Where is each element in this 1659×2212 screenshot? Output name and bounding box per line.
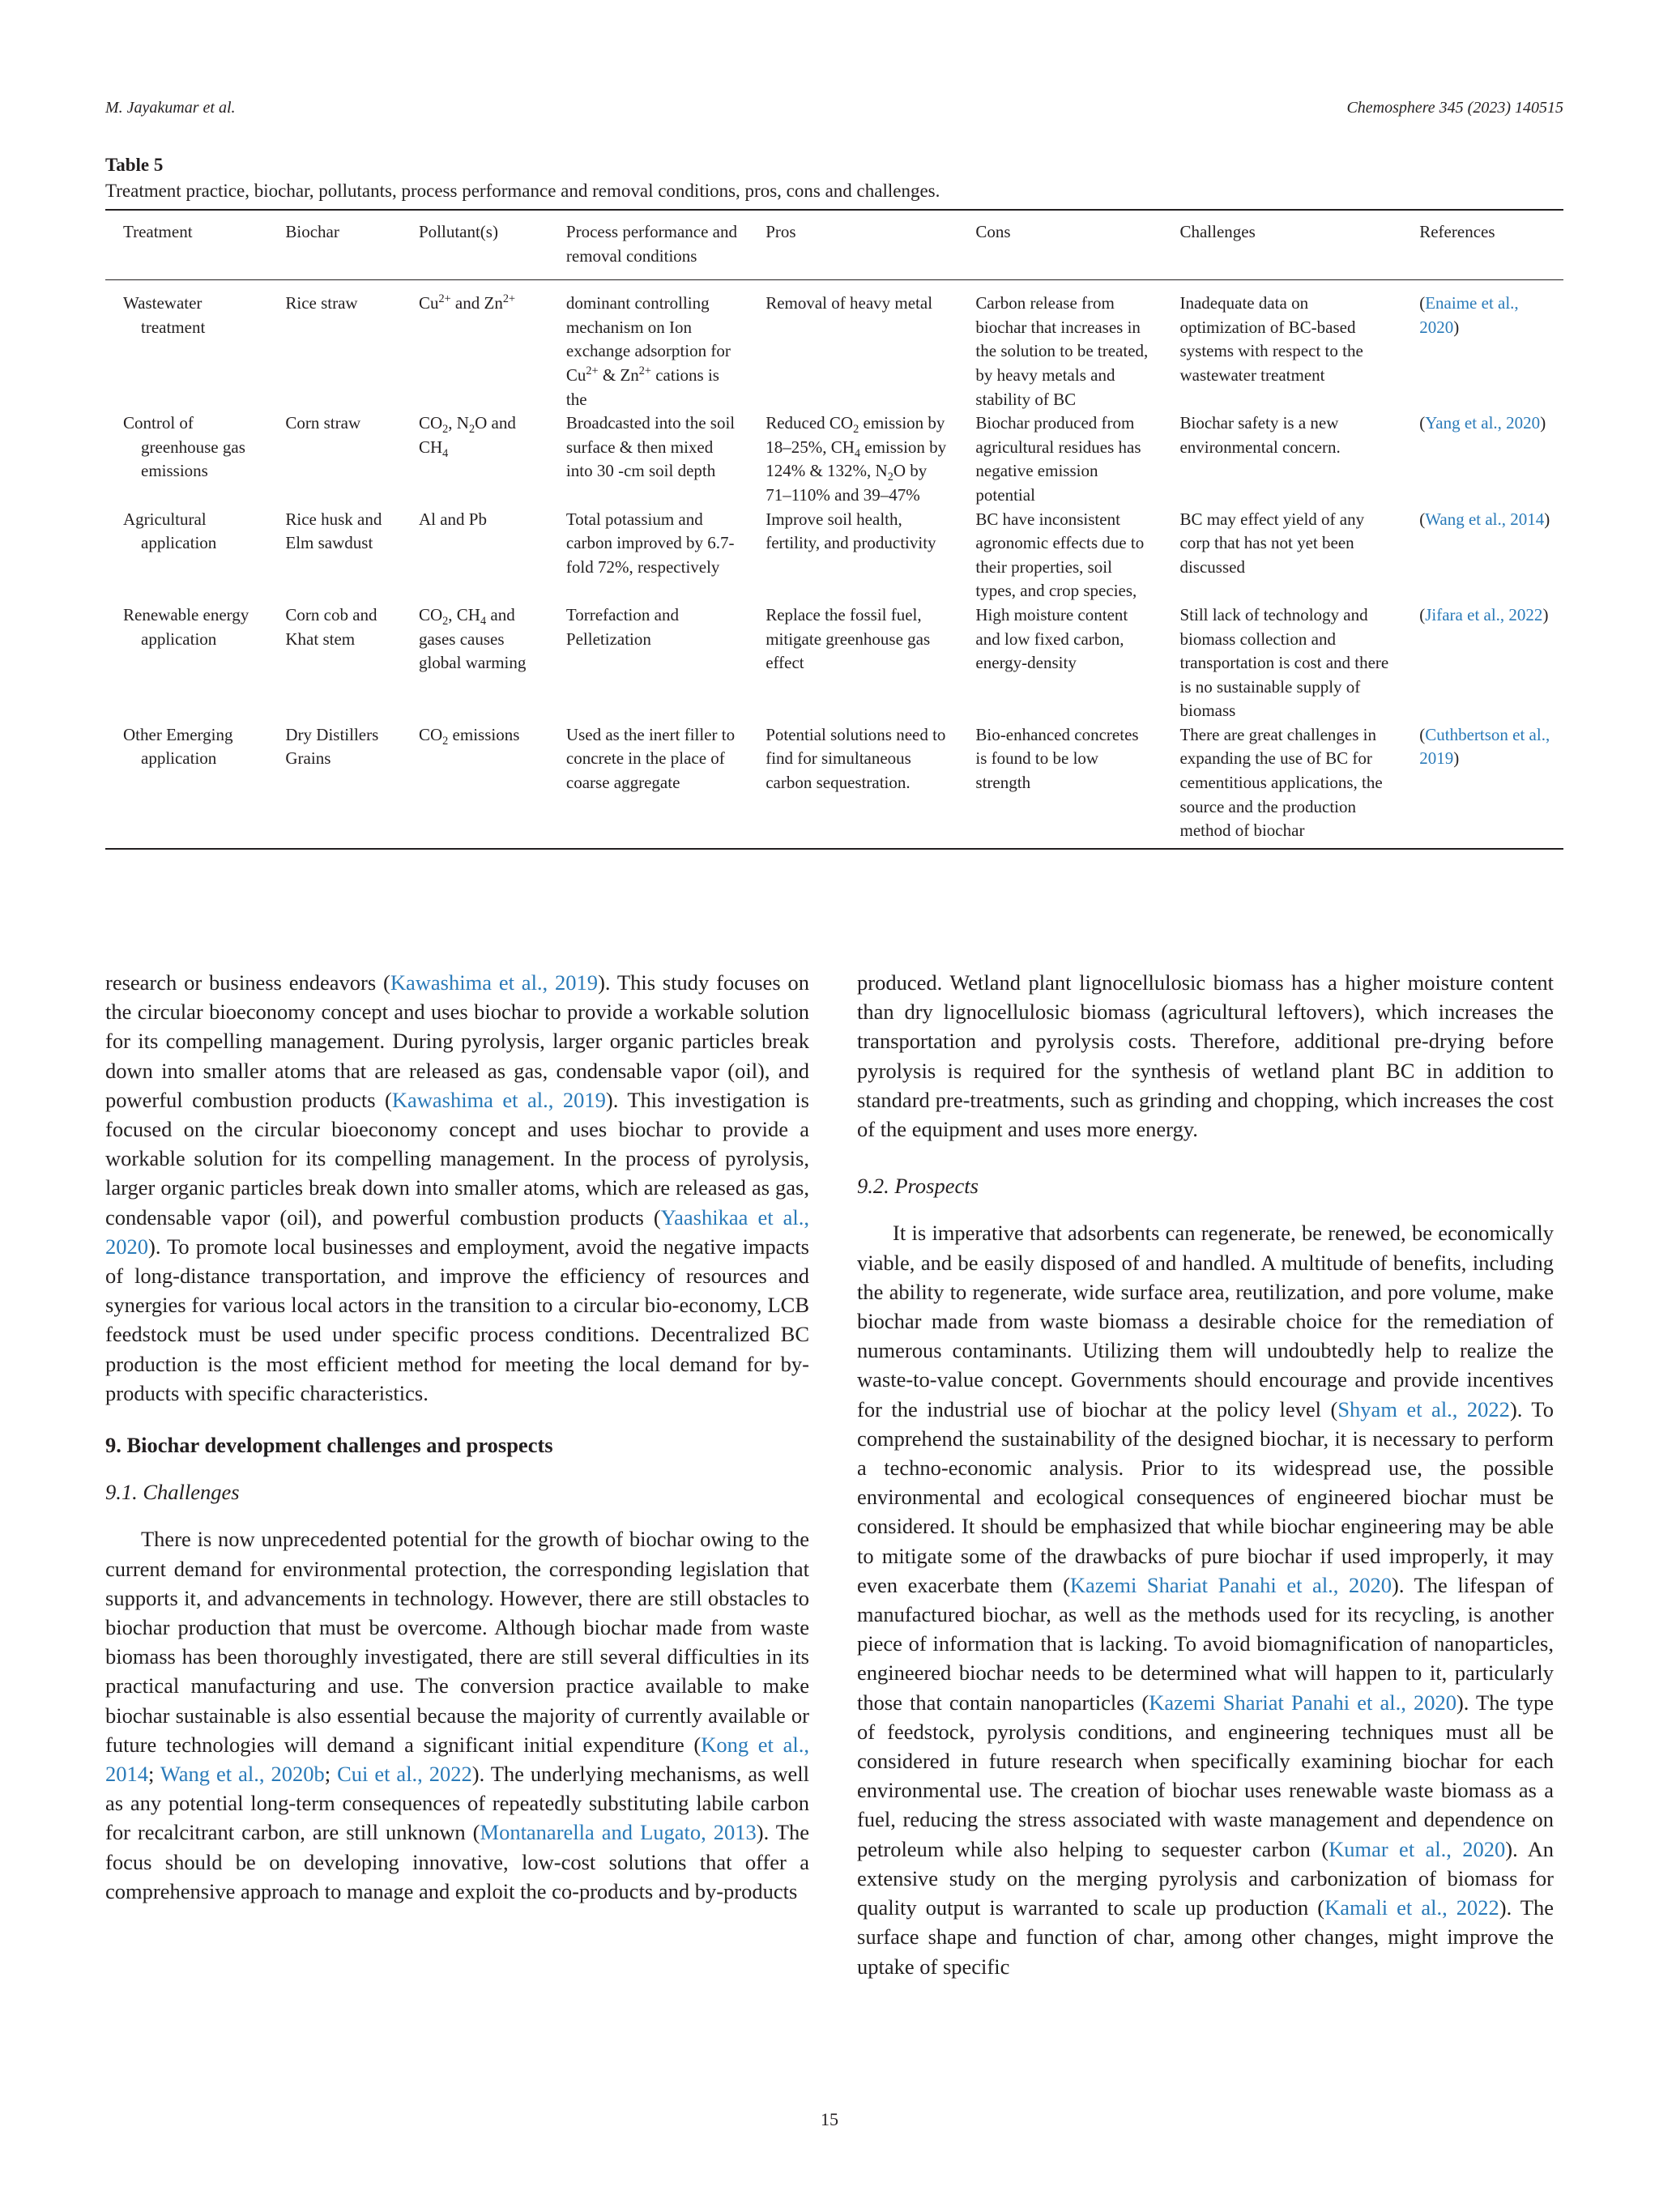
cell-treatment: Renewable energy application xyxy=(123,604,249,649)
cell-challenges: Inadequate data on optimization of BC-based systems with respect to the wastewater treatment xyxy=(1179,293,1363,385)
col-header-pollutants: Pollutant(s) xyxy=(401,210,548,280)
cell-process: Torrefaction and Pelletization xyxy=(565,604,679,649)
running-head-journal: Chemosphere 345 (2023) 140515 xyxy=(1346,99,1563,117)
cell-pros: Potential solutions need to find for simultaneous carbon sequestration. xyxy=(766,724,946,793)
cell-process: dominant controlling mechanism on Ion exchange adsorption for $Cu^{2+}$ & $Zn^{2+}$ cations is the xyxy=(565,293,731,409)
reference-link[interactable]: Yang et al., 2020 xyxy=(1425,413,1541,433)
cell-cons: High moisture content and low fixed carbon, energy-density xyxy=(975,604,1128,673)
table-description: Treatment practice, biochar, pollutants, process performance and removal conditions, pros, cons and challenges. xyxy=(105,181,940,201)
cell-treatment: Wastewater treatment xyxy=(123,293,206,337)
cell-biochar: Corn straw xyxy=(285,413,361,433)
col-header-challenges: Challenges xyxy=(1162,210,1401,280)
cell-biochar: Dry Distillers Grains xyxy=(285,724,379,769)
table-header-row xyxy=(105,210,1563,280)
cell-treatment: Control of greenhouse gas emissions xyxy=(123,413,245,481)
cell-pros: Removal of heavy metal xyxy=(766,293,933,313)
reference-link[interactable]: Enaime et al., 2020 xyxy=(1419,293,1519,337)
citation-link[interactable]: Yaashikaa et al., 2020 xyxy=(105,1204,810,1259)
table-caption xyxy=(105,152,1563,204)
paragraph: There is now unprecedented potential for the growth of biochar owing to the current demand for environmental protection, the corresponding legislation that supports it, and advancements in technology. However, there are still obstacles to biochar production that must be overcome. Although biochar made from waste biomass has been thoroughly investigated, there are still several difficulties in its practical manufacturing and use. The conversion practice available to make biochar sustainable is also essential because the majority of currently available or future technologies will demand a significant initial expenditure (Kong et al., 2014; Wang et al., 2020b; Cui et al., 2022). The underlying mechanisms, as well as any potential long-term consequences of repeatedly substituting labile carbon for recalcitrant carbon, are still unknown (Montanarella and Lugato, 2013). The focus should be on developing innovative, low-cost solutions that offer a comprehensive approach to manage and exploit the co-products and by-products xyxy=(105,1527,809,1903)
citation-link[interactable]: Cui et al., 2022 xyxy=(337,1762,472,1787)
subsection-heading: 9.2. Prospects xyxy=(857,1174,979,1199)
citation-link[interactable]: Kumar et al., 2020 xyxy=(1328,1836,1506,1861)
subsection-heading: 9.1. Challenges xyxy=(105,1480,240,1505)
reference-link[interactable]: Cuthbertson et al., 2019 xyxy=(1419,724,1550,769)
cell-cons: Bio-enhanced concretes is found to be low strength xyxy=(975,724,1139,793)
citation-link[interactable]: Wang et al., 2020b xyxy=(160,1762,325,1787)
cell-process: Total potassium and carbon improved by 6.7-fold 72%, respectively xyxy=(565,509,735,577)
citation-link[interactable]: Kawashima et al., 2019 xyxy=(391,1087,606,1112)
treatment-table xyxy=(105,209,1563,850)
cell-challenges: BC may effect yield of any corp that has not yet been discussed xyxy=(1179,509,1365,577)
table-row xyxy=(105,411,1563,507)
table-row xyxy=(105,508,1563,603)
col-header-pros: Pros xyxy=(748,210,957,280)
cell-pros: Reduced $CO_2$ emission by 18–25%, $CH_4$ emission by 124% & 132%, $N_2O$ by 71–110% and 39–47% xyxy=(766,413,947,505)
col-header-cons: Cons xyxy=(957,210,1162,280)
cell-process: Broadcasted into the soil surface & then mixed into 30 -cm soil depth xyxy=(565,413,736,481)
table-row xyxy=(105,280,1563,411)
cell-cons: BC have inconsistent agronomic effects due to their properties, soil types, and crop species, xyxy=(975,509,1145,601)
cell-biochar: Corn cob and Khat stem xyxy=(285,604,377,649)
citation-link[interactable]: Kazemi Shariat Panahi et al., 2020 xyxy=(1069,1572,1392,1597)
cell-process: Used as the inert filler to concrete in the place of coarse aggregate xyxy=(565,724,736,793)
citation-link[interactable]: Kamali et al., 2022 xyxy=(1324,1895,1499,1920)
table-row xyxy=(105,603,1563,723)
citation-link[interactable]: Kazemi Shariat Panahi et al., 2020 xyxy=(1149,1690,1456,1715)
cell-pollutants: $CO_2$, $N_2O$ and $CH_4$ xyxy=(418,413,516,460)
cell-challenges: Still lack of technology and biomass collection and transportation is cost and there is no sustainable supply of biomass xyxy=(1179,604,1389,721)
paragraph: research or business endeavors (Kawashima et al., 2019). This study focuses on the circular bioeconomy concept and uses biochar to provide a workable solution for its compelling management. During pyrolysis, larger organic particles break down into smaller atoms that are released as gas, condensable vapor (oil), and powerful combustion products (Kawashima et al., 2019). This investigation is focused on the circular bioeconomy concept and uses biochar to provide a workable solution for its compelling management. In the process of pyrolysis, larger organic particles break down into smaller atoms, which are released as gas, condensable vapor (oil), and powerful combustion products (Yaashikaa et al., 2020). To promote local businesses and employment, avoid the negative impacts of long-distance transportation, and improve the efficiency of resources and synergies for various local actors in the transition to a circular bio-economy, LCB feedstock must be used under specific process conditions. Decentralized BC production is the most efficient method for meeting the local demand for by-products with specific characteristics. xyxy=(105,970,810,1405)
section-heading: 9. Biochar development challenges and prospects xyxy=(105,1433,553,1458)
col-header-biochar: Biochar xyxy=(267,210,401,280)
cell-reference: (Enaime et al., 2020) xyxy=(1419,293,1519,337)
paragraph: It is imperative that adsorbents can regenerate, be renewed, be economically viable, and be easily disposed of and handled. A multitude of benefits, including the ability to regenerate, wide surface area, reutilization, and pore volume, make biochar made from waste biomass a desirable choice for the remediation of numerous contaminants. Utilizing them will undoubtedly help to realize the waste-to-value concept. Governments should encourage and provide incentives for the industrial use of biochar at the policy level (Shyam et al., 2022). To comprehend the sustainability of the designed biochar, it is necessary to perform a techno-economic analysis. Prior to its widespread use, the possible environmental and ecological consequences of engineered biochar must be considered. It should be emphasized that while biochar engineering may be able to mitigate some of the drawbacks of pure biochar if used improperly, it may even exacerbate them (Kazemi Shariat Panahi et al., 2020). The lifespan of manufactured biochar, as well as the methods used for its recycling, is another piece of information that is lacking. To avoid biomagnification of nanoparticles, engineered biochar needs to be determined what will happen to it, particularly those that contain nanoparticles (Kazemi Shariat Panahi et al., 2020). The type of feedstock, pyrolysis conditions, and engineering techniques must all be considered in future research when specifically examining biochar for each environmental use. The creation of biochar uses renewable waste biomass as a fuel, reducing the stress associated with waste management and dependence on petroleum while also helping to sequester carbon (Kumar et al., 2020). An extensive study on the merging pyrolysis and carbonization of biomass for quality output is warranted to scale up production (Kamali et al., 2022). The surface shape and function of char, among other changes, might improve the uptake of specific xyxy=(857,1221,1554,1979)
running-head-authors: M. Jayakumar et al. xyxy=(105,99,236,117)
table-row xyxy=(105,723,1563,849)
cell-pollutants: $CO_2$, $CH_4$ and gases causes global warming xyxy=(418,604,527,673)
cell-treatment: Other Emerging application xyxy=(123,724,233,769)
cell-treatment: Agricultural application xyxy=(123,509,217,553)
cell-pros: Improve soil health, fertility, and productivity xyxy=(766,509,936,553)
cell-reference: (Jifara et al., 2022) xyxy=(1419,604,1549,624)
cell-cons: Biochar produced from agricultural residues has negative emission potential xyxy=(975,413,1141,505)
cell-biochar: Rice husk and Elm sawdust xyxy=(285,509,382,553)
col-header-references: References xyxy=(1401,210,1563,280)
cell-pros: Replace the fossil fuel, mitigate greenhouse gas effect xyxy=(766,604,931,673)
col-header-process: Process performance and removal conditions xyxy=(548,210,748,280)
cell-reference: (Yang et al., 2020) xyxy=(1419,413,1546,433)
left-column xyxy=(105,968,809,1906)
paragraph: produced. Wetland plant lignocellulosic biomass has a higher moisture content than dry lignocellulosic biomass (agricultural leftovers), which increases the transportation and pyrolysis costs. Therefore, additional pre-drying before pyrolysis is required for the synthesis of wetland plant BC in addition to standard pre-treatments, such as grinding and chopping, which increases the cost of the equipment and uses more energy. xyxy=(857,970,1554,1142)
cell-pollutants: Al and Pb xyxy=(418,509,487,529)
reference-link[interactable]: Wang et al., 2014 xyxy=(1425,509,1545,529)
col-header-treatment: Treatment xyxy=(105,210,267,280)
citation-link[interactable]: Kawashima et al., 2019 xyxy=(390,970,599,995)
cell-biochar: Rice straw xyxy=(285,293,358,313)
cell-reference: (Cuthbertson et al., 2019) xyxy=(1419,724,1550,769)
cell-pollutants: $Cu^{2+}$ and $Zn^{2+}$ xyxy=(418,292,516,313)
cell-cons: Carbon release from biochar that increases in the solution to be treated, by heavy metals and stability of BC xyxy=(975,293,1149,409)
right-column xyxy=(857,968,1554,1981)
cell-challenges: Biochar safety is a new environmental concern. xyxy=(1179,413,1341,457)
page-number: 15 xyxy=(821,2109,838,2129)
reference-link[interactable]: Jifara et al., 2022 xyxy=(1425,604,1543,624)
citation-link[interactable]: Kong et al., 2014 xyxy=(105,1732,809,1787)
cell-challenges: There are great challenges in expanding the use of BC for cementitious applications, the source and the production method of biochar xyxy=(1179,724,1383,841)
citation-link[interactable]: Montanarella and Lugato, 2013 xyxy=(480,1820,757,1845)
table-number: Table 5 xyxy=(105,155,164,175)
citation-link[interactable]: Shyam et al., 2022 xyxy=(1337,1396,1510,1421)
cell-reference: (Wang et al., 2014) xyxy=(1419,509,1550,529)
cell-pollutants: $CO_2$ emissions xyxy=(418,724,520,748)
